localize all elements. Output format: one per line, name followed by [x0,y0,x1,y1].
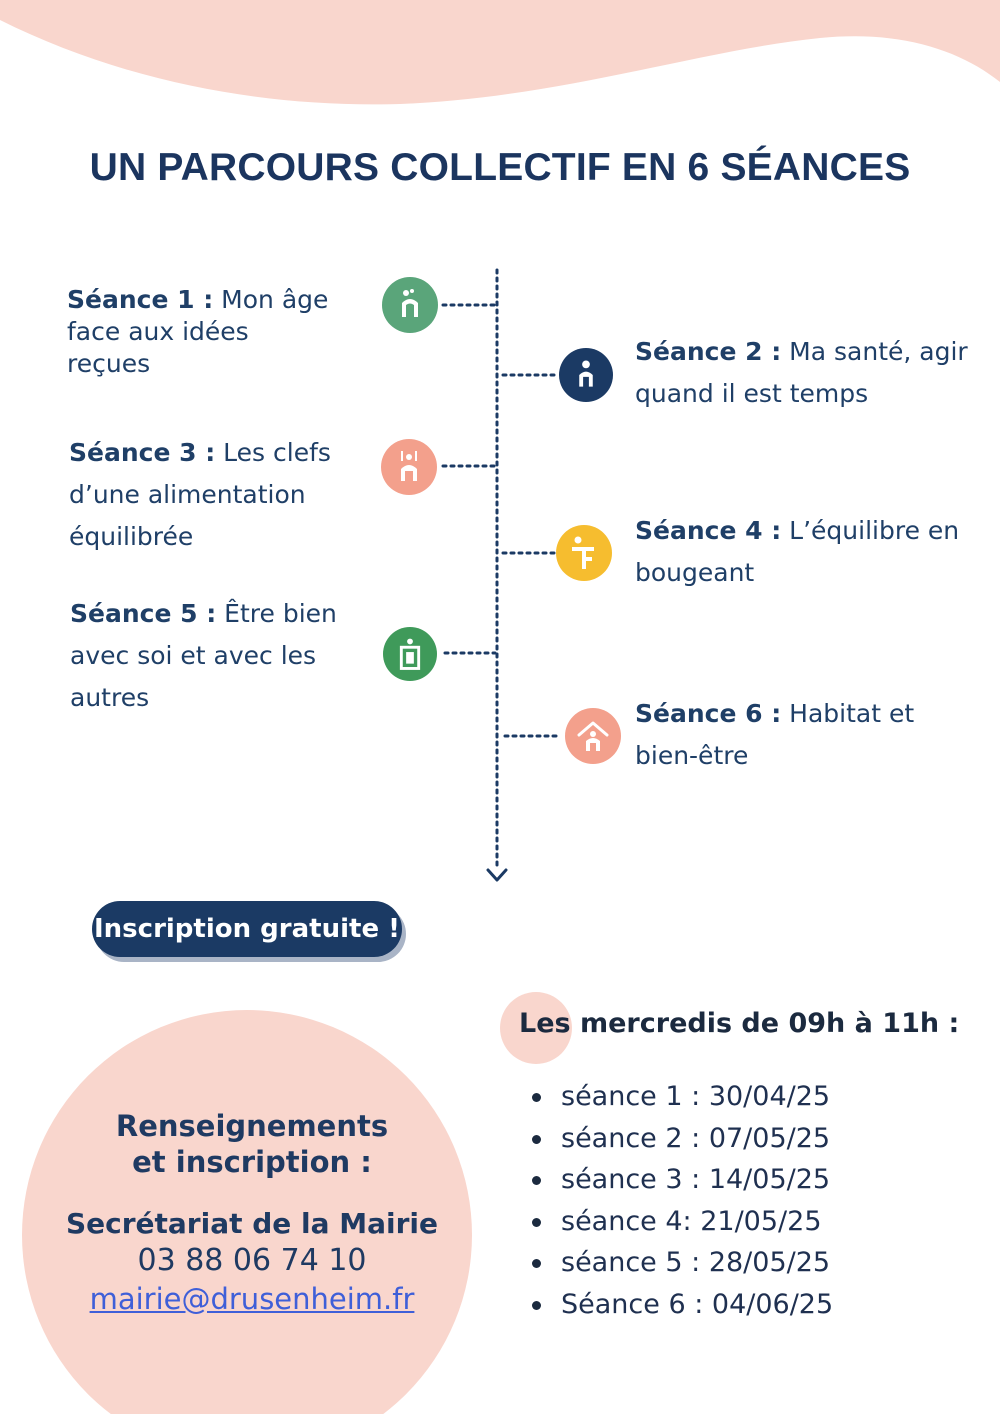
contact-heading-line1: Renseignements [115,1109,389,1143]
session-4-text-line1: L’équilibre en [789,516,960,545]
session-1-label: Séance 1 : [67,285,214,314]
session-3-text-line2: d’une alimentation [69,480,306,509]
session-3-text-line1: Les clefs [223,438,331,467]
page-title: UN PARCOURS COLLECTIF EN 6 SÉANCES [89,146,911,189]
contact-block [22,1108,482,1318]
schedule-date-item: Séance 6 : 04/06/25 [532,1284,833,1326]
contact-phone: 03 88 06 74 10 [137,1243,367,1278]
exercise-icon [556,525,612,581]
session-3-label: Séance 3 : [69,438,216,467]
session-2-text-line2: quand il est temps [635,379,869,408]
session-5-text-line3: autres [70,683,150,712]
session-5-text-line1: Être bien [224,599,337,628]
contact-heading-line2: et inscription : [132,1145,372,1179]
schedule-date-item: séance 1 : 30/04/25 [532,1076,833,1118]
session-3 [69,432,331,558]
session-4-label: Séance 4 : [635,516,782,545]
schedule-date-list [532,1076,833,1325]
session-6-text-line2: bien-être [635,741,749,770]
session-1-text-line3: reçues [67,349,151,378]
session-4-text-line2: bougeant [635,558,755,587]
session-1-text-line2: face aux idées [67,317,249,346]
schedule-date-item: séance 3 : 14/05/25 [532,1159,833,1201]
session-6 [635,693,914,777]
session-6-label: Séance 6 : [635,699,782,728]
session-1-text-line1: Mon âge [221,285,329,314]
session-5-label: Séance 5 : [70,599,217,628]
session-5-text-line2: avec soi et avec les [70,641,317,670]
session-6-text-line1: Habitat et [789,699,915,728]
nutrition-icon [381,439,437,495]
wellbeing-icon [383,627,437,681]
schedule-date-item: séance 5 : 28/05/25 [532,1242,833,1284]
session-2-text-line1: Ma santé, agir [789,337,968,366]
session-2 [635,331,968,415]
schedule-title: Les mercredis de 09h à 11h : [519,1008,960,1039]
session-3-text-line3: équilibrée [69,522,194,551]
contact-email-link[interactable]: mairie@drusenheim.fr [89,1282,415,1316]
contact-office: Secrétariat de la Mairie [65,1207,439,1240]
free-registration-badge: Inscription gratuite ! [92,901,402,957]
session-1 [67,284,328,380]
schedule-date-item: séance 4: 21/05/25 [532,1201,833,1243]
senior-walker-icon [382,277,438,333]
schedule-date-item: séance 2 : 07/05/25 [532,1118,833,1160]
health-person-icon [559,348,613,402]
session-2-label: Séance 2 : [635,337,782,366]
home-icon [565,708,621,764]
session-4 [635,510,959,594]
session-5 [70,593,337,719]
